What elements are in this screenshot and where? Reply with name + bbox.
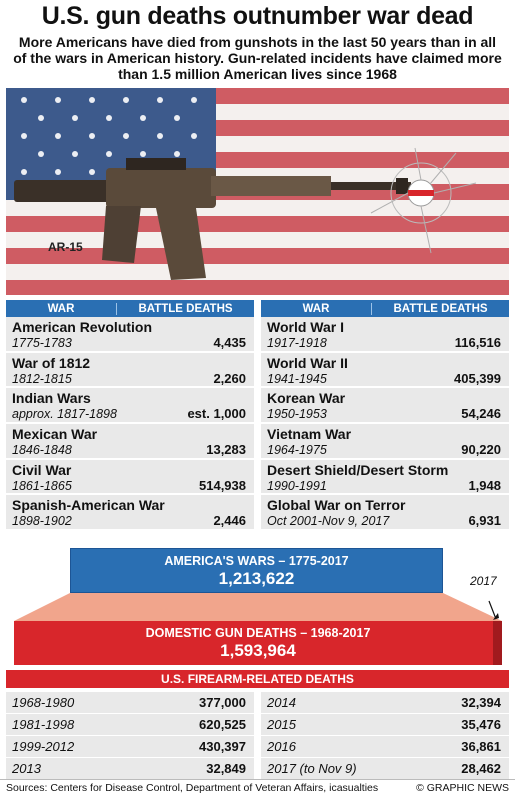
war-name: Civil War bbox=[12, 461, 72, 478]
war-deaths: 6,931 bbox=[468, 513, 501, 529]
war-name: World War I bbox=[267, 319, 344, 335]
header-war: WAR bbox=[47, 302, 75, 315]
firearm-row bbox=[6, 714, 254, 735]
war-deaths: 90,220 bbox=[461, 442, 501, 458]
war-row bbox=[6, 495, 254, 531]
americas-wars-bar bbox=[70, 548, 443, 593]
firearm-deaths: 620,525 bbox=[199, 717, 246, 732]
war-row bbox=[261, 353, 509, 389]
footer bbox=[0, 779, 515, 796]
firearm-period: 2013 bbox=[12, 761, 41, 776]
comparison-connector bbox=[0, 593, 515, 621]
firearm-period: 2014 bbox=[267, 695, 296, 710]
firearm-row bbox=[6, 758, 254, 779]
header-battle-deaths: BATTLE DEATHS bbox=[116, 303, 254, 315]
war-deaths: 514,938 bbox=[199, 477, 246, 493]
war-deaths: 2,260 bbox=[213, 370, 246, 386]
war-name: Global War on Terror bbox=[267, 497, 406, 514]
war-name: Indian Wars bbox=[12, 390, 91, 407]
war-years: 1964-1975 bbox=[267, 443, 327, 458]
war-years: 1941-1945 bbox=[267, 371, 327, 386]
war-name: World War II bbox=[267, 354, 348, 371]
firearm-period: 2017 (to Nov 9) bbox=[267, 761, 357, 776]
firearm-deaths: 35,476 bbox=[461, 717, 501, 732]
war-row bbox=[261, 424, 509, 460]
war-years: Oct 2001-Nov 9, 2017 bbox=[267, 514, 390, 529]
war-years: 1950-1953 bbox=[267, 407, 327, 422]
war-table-header bbox=[261, 300, 509, 317]
sources: Sources: Centers for Disease Control, Department of Veteran Affairs, icasualties bbox=[6, 782, 379, 794]
page-subtitle: More Americans have died from gunshots in the last 50 years than in all of the wars in American history. Gun-related incidents have claimed more than 1.5 million American lives since 1968 bbox=[13, 34, 502, 82]
header-battle-deaths: BATTLE DEATHS bbox=[371, 303, 509, 315]
americas-wars-total: 1,213,622 bbox=[218, 569, 295, 588]
firearm-period: 2016 bbox=[267, 739, 296, 754]
firearm-deaths: 430,397 bbox=[199, 739, 246, 754]
war-row bbox=[6, 388, 254, 424]
war-name: Mexican War bbox=[12, 426, 98, 443]
war-name: War of 1812 bbox=[12, 354, 91, 371]
war-years: 1990-1991 bbox=[267, 478, 327, 493]
war-years: 1898-1902 bbox=[12, 514, 72, 529]
war-row bbox=[6, 317, 254, 353]
war-row bbox=[261, 388, 509, 424]
flag-rifle-illustration bbox=[6, 88, 509, 295]
firearm-deaths-left bbox=[6, 692, 254, 780]
war-row bbox=[261, 460, 509, 496]
war-deaths: 116,516 bbox=[454, 335, 501, 350]
flag-illustration bbox=[6, 88, 509, 295]
war-name: Vietnam War bbox=[267, 426, 352, 443]
firearm-deaths: 377,000 bbox=[199, 695, 246, 710]
firearm-deaths: 32,394 bbox=[461, 695, 501, 710]
firearm-row bbox=[261, 714, 509, 735]
firearm-period: 1968-1980 bbox=[12, 695, 75, 710]
firearm-deaths-right bbox=[261, 692, 509, 780]
firearm-deaths: 36,861 bbox=[461, 739, 501, 754]
war-deaths: est. 1,000 bbox=[187, 406, 246, 422]
firearm-row bbox=[261, 736, 509, 757]
firearm-period: 1981-1998 bbox=[12, 717, 75, 732]
war-deaths: 405,399 bbox=[454, 370, 501, 386]
war-table-header bbox=[6, 300, 254, 317]
gun-deaths-label: DOMESTIC GUN DEATHS – 1968-2017 bbox=[145, 626, 371, 640]
americas-wars-label: AMERICA'S WARS – 1775-2017 bbox=[164, 554, 349, 568]
war-years: 1861-1865 bbox=[12, 478, 72, 493]
header-war: WAR bbox=[302, 302, 330, 315]
gun-deaths-2017-segment bbox=[493, 621, 502, 665]
war-years: 1812-1815 bbox=[12, 371, 72, 386]
firearm-period: 2015 bbox=[267, 717, 296, 732]
annotation-2017: 2017 bbox=[470, 574, 497, 588]
war-table-left bbox=[6, 300, 254, 531]
war-name: Desert Shield/Desert Storm bbox=[267, 461, 449, 478]
war-table-right bbox=[261, 300, 509, 531]
war-row bbox=[6, 460, 254, 496]
domestic-gun-deaths-bar bbox=[14, 621, 502, 665]
war-years: 1846-1848 bbox=[12, 443, 72, 458]
rifle-label: AR-15 bbox=[48, 240, 83, 254]
war-row bbox=[6, 424, 254, 460]
war-deaths: 2,446 bbox=[213, 513, 246, 529]
war-years: 1775-1783 bbox=[12, 336, 72, 350]
war-years: 1917-1918 bbox=[267, 336, 327, 350]
war-years: approx. 1817-1898 bbox=[12, 407, 117, 422]
firearm-row bbox=[261, 692, 509, 713]
firearm-deaths: 32,849 bbox=[206, 761, 246, 776]
war-row bbox=[6, 353, 254, 389]
war-name: American Revolution bbox=[12, 319, 153, 335]
firearm-period: 1999-2012 bbox=[12, 739, 75, 754]
firearm-deaths: 28,462 bbox=[461, 761, 501, 776]
war-deaths: 54,246 bbox=[461, 406, 501, 422]
gun-deaths-total: 1,593,964 bbox=[220, 641, 296, 660]
firearm-row bbox=[6, 736, 254, 757]
firearm-deaths-header: U.S. FIREARM-RELATED DEATHS bbox=[6, 670, 509, 688]
war-deaths: 1,948 bbox=[468, 477, 501, 493]
firearm-row bbox=[261, 758, 509, 779]
page-title: U.S. gun deaths outnumber war dead bbox=[41, 2, 474, 30]
credit: © GRAPHIC NEWS bbox=[416, 782, 509, 794]
war-row bbox=[261, 317, 509, 353]
war-deaths: 4,435 bbox=[213, 335, 246, 350]
war-deaths: 13,283 bbox=[206, 442, 246, 458]
firearm-row bbox=[6, 692, 254, 713]
war-name: Spanish-American War bbox=[12, 497, 165, 514]
war-name: Korean War bbox=[267, 390, 346, 407]
war-row bbox=[261, 495, 509, 531]
